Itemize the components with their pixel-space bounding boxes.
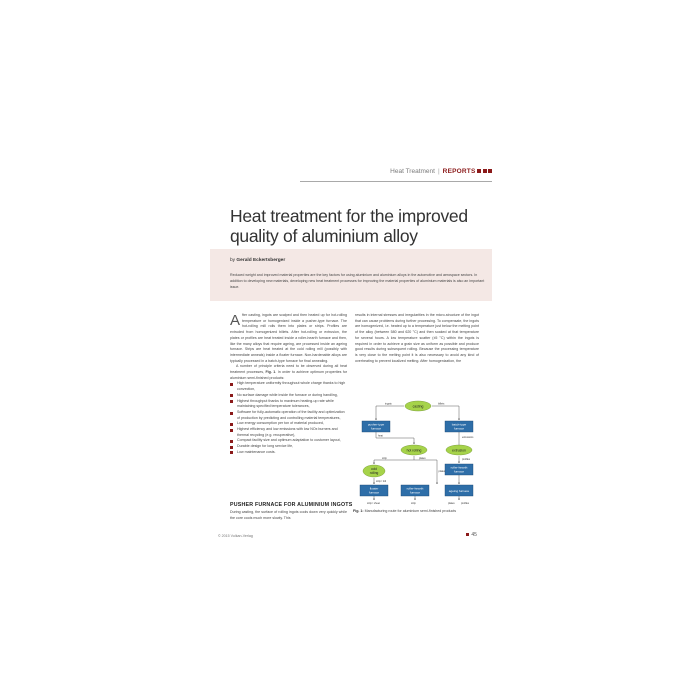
column-left bbox=[230, 313, 347, 456]
caption-text: Manufacturing route for aluminium semi-finished products bbox=[364, 509, 457, 513]
criteria-text-a: A number of principle criteria need to be observed during all heat treatment processes, bbox=[230, 364, 347, 375]
list-item: No surface damage while inside the furnace or during handling, bbox=[230, 393, 347, 399]
label-billets: billets bbox=[438, 402, 445, 406]
caption-label: Fig. 1: bbox=[353, 509, 364, 513]
label-plates-out: plates bbox=[448, 502, 455, 505]
box-batch-label-2: furnace bbox=[453, 426, 465, 431]
running-header bbox=[300, 166, 492, 182]
article-title bbox=[230, 206, 500, 246]
node-cold-rolling-label-2: rolling bbox=[369, 471, 379, 475]
header-rule bbox=[300, 181, 492, 182]
box-roller-left-label-2: furnace bbox=[409, 490, 421, 495]
list-item: Durable design for long service life, bbox=[230, 444, 347, 450]
list-item: High temperature uniformity throughout whole charge thanks to high convection, bbox=[230, 381, 347, 392]
label-plates-2: plates bbox=[438, 470, 446, 473]
footer-page bbox=[466, 532, 477, 538]
author-name: Gerald Eckertsberger bbox=[236, 258, 286, 263]
figure-caption bbox=[353, 509, 483, 514]
list-item: Software for fully-automatic operation of the facility and optimization of production by predicting and controlling material temperatures, bbox=[230, 410, 347, 421]
list-item: Low maintenance costs. bbox=[230, 450, 347, 456]
list-item: Compact facility size and optimum adaptation to customer layout, bbox=[230, 438, 347, 444]
header-square-icon bbox=[483, 169, 487, 173]
header-square-icon bbox=[488, 169, 492, 173]
paragraph-criteria bbox=[230, 364, 347, 381]
box-batch-label-1: batch-type bbox=[451, 422, 467, 427]
label-strip-sheet: strip / sheet bbox=[367, 502, 380, 505]
category-name: REPORTS bbox=[442, 168, 476, 175]
abstract-box bbox=[210, 249, 492, 301]
node-cold-rolling-label-1: cold bbox=[371, 467, 377, 471]
box-floater-label-1: floater bbox=[369, 486, 379, 491]
node-extrusion-label: extrusion bbox=[452, 448, 466, 453]
page-number: 45 bbox=[471, 532, 477, 538]
label-ingots: ingots bbox=[385, 402, 392, 406]
title-line-2: quality of aluminium alloy bbox=[230, 226, 418, 246]
label-strip-foil: strip / foil bbox=[376, 480, 387, 483]
list-item: Highest efficiency and low emissions with low NOx burners and thermal recycling (e.g. recuperative), bbox=[230, 427, 347, 438]
lead-paragraph: Reduced weight and improved material properties are the key factors for using aluminium and aluminium alloys in the automotive and aerospace sectors. In addition to developing new materials, developing new heat treatment processes for improving the material properties of aluminium materials is also an important issue. bbox=[230, 273, 485, 289]
label-heat: heat bbox=[378, 434, 383, 438]
list-item: Low energy consumption per ton of material produced, bbox=[230, 421, 347, 427]
paragraph-homogenization: results in internal stresses and irregularities in the micro-structure of the ingot that can cause problems during further processing. To compensate, the ingots are homogenized, i.e. heated up to a temperature just below the melting point of the alloy (between 580 and 620 °C) and then soaked at that temperature for several hours. A low temperature scatter (±5 °C) within the ingots is required in order to achieve a grain size as uniform as possible and produce good results during subsequent rolling. Because the processing temperature is very close to the melting point it is also necessary to avoid any kind of overheating to prevent localized melting. After homogenization, the bbox=[355, 313, 479, 363]
list-item: Highest throughput thanks to maximum heating-up rate while maintaining specified temperature tolerances, bbox=[230, 399, 347, 410]
header-square-icon bbox=[477, 169, 481, 173]
label-extrusions: extrusions bbox=[462, 436, 474, 439]
box-pusher-label-1: pusher-type bbox=[367, 422, 385, 427]
paragraph-pusher: During casting, the surface of rolling ingots cools down very quickly while the core cools much more slowly. This bbox=[230, 510, 347, 520]
section-subheading: PUSHER FURNACE FOR ALUMINIUM INGOTS bbox=[230, 502, 353, 508]
box-floater-label-2: furnace bbox=[368, 490, 380, 495]
section-name: Heat Treatment bbox=[390, 168, 435, 175]
column-left-bottom bbox=[230, 510, 347, 521]
intro-text: fter casting, ingots are scalped and then heated up for hot-rolling temperature or homogenized inside a pusher-type furnace. The hot-rolling mill rolls them into plates or strips. Profiles are extruded from homogenized billets. After hot-rolling or extrusion, the plates or profiles are heat treated inside a roller-hearth furnace and then, like the many alloys that require ageing, are processed inside an ageing furnace. Strips are heat treated at the cold rolling mill (possibly with intermediate anneals) inside a floater furnace. Non-hardenable alloys are typically processed in a batch-type furnace for final annealing. bbox=[230, 313, 347, 363]
drop-cap: A bbox=[230, 312, 241, 329]
header-separator: | bbox=[437, 168, 440, 175]
footer-copyright: © 2015 Vulkan-Verlag bbox=[218, 534, 253, 538]
criteria-list bbox=[230, 381, 347, 455]
label-strip: strip bbox=[382, 456, 387, 460]
box-roller-left-label-1: roller-hearth bbox=[406, 486, 424, 491]
criteria-text-b: . In order to achieve optimum properties for aluminium semi-finished products: bbox=[230, 370, 348, 380]
node-casting-label: casting bbox=[412, 404, 424, 409]
box-roller-right-label-1: roller-hearth bbox=[450, 465, 468, 470]
node-hot-rolling-label: hot rolling bbox=[406, 448, 422, 453]
label-plates: plates bbox=[419, 456, 426, 460]
page-square-icon bbox=[466, 533, 469, 536]
title-line-1: Heat treatment for the improved bbox=[230, 206, 468, 226]
byline-prefix: by bbox=[230, 258, 236, 263]
box-pusher-label-2: furnace bbox=[370, 426, 382, 431]
label-profiles: profiles bbox=[462, 458, 471, 461]
label-strip-out: strip bbox=[411, 502, 416, 505]
figure-ref: Fig. 1 bbox=[265, 370, 276, 375]
column-right bbox=[355, 313, 479, 364]
box-roller-right-label-2: furnace bbox=[453, 469, 465, 474]
box-ageing-label: ageing furnace bbox=[448, 488, 470, 493]
byline bbox=[230, 258, 285, 263]
manufacturing-route-diagram bbox=[352, 394, 480, 512]
label-profiles-out: profiles bbox=[461, 502, 470, 505]
paragraph-intro bbox=[230, 313, 347, 364]
